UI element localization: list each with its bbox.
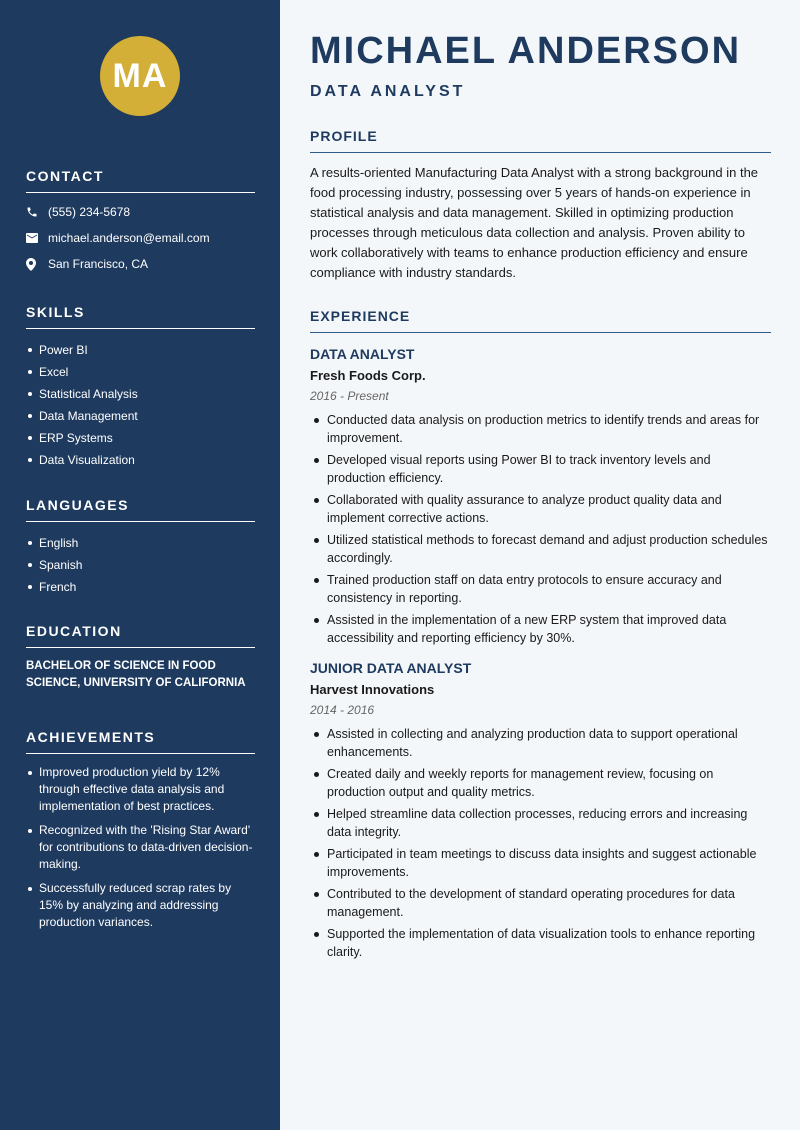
achievement-item: Improved production yield by 12% through effective data analysis and implementation of best practices.	[26, 764, 255, 815]
achievements-heading: ACHIEVEMENTS	[26, 729, 255, 754]
duty-item: Conducted data analysis on production metrics to identify trends and areas for improvement.	[310, 411, 771, 447]
duty-item: Participated in team meetings to discuss data insights and suggest actionable improvements.	[310, 845, 771, 881]
duty-item: Collaborated with quality assurance to analyze product quality data and implement corrective actions.	[310, 491, 771, 527]
duty-item: Utilized statistical methods to forecast demand and adjust production schedules accordingly.	[310, 531, 771, 567]
skill-item: ERP Systems	[26, 427, 255, 449]
contact-heading: CONTACT	[26, 168, 255, 193]
contact-email	[26, 225, 255, 251]
languages-heading: LANGUAGES	[26, 497, 255, 522]
company-name: Harvest Innovations	[310, 682, 435, 697]
job-dates: 2016 - Present	[310, 389, 389, 403]
profile-text: A results-oriented Manufacturing Data Analyst with a strong background in the food processing industry, possessing over 5 years of hands-on experience in statistical analysis and data management. Skilled in optimizing production processes through meticulous data collection and analysis. Proven ability to work collaboratively with teams to enhance production efficiency and ensure compliance with industry standards.	[310, 165, 759, 280]
duty-item: Assisted in the implementation of a new ERP system that improved data accessibility and reporting efficiency by 30%.	[310, 611, 771, 647]
achievements-section	[26, 729, 255, 938]
language-item: English	[26, 532, 255, 554]
contact-location-text: San Francisco, CA	[48, 257, 149, 271]
job-entry	[310, 346, 771, 647]
candidate-name: MICHAEL ANDERSON	[310, 30, 742, 72]
skill-item: Power BI	[26, 339, 255, 361]
profile-heading: PROFILE	[310, 128, 771, 153]
job-title-header: DATA ANALYST	[310, 83, 466, 100]
skills-section	[26, 304, 255, 471]
experience-section	[310, 308, 771, 965]
achievements-list	[26, 764, 255, 931]
job-duties	[310, 725, 771, 961]
skills-heading: SKILLS	[26, 304, 255, 329]
education-heading: EDUCATION	[26, 623, 255, 648]
achievement-item: Recognized with the 'Rising Star Award' for contributions to data-driven decision-making.	[26, 822, 255, 873]
avatar	[100, 36, 180, 116]
duty-item: Supported the implementation of data visualization tools to enhance reporting clarity.	[310, 925, 771, 961]
duty-item: Helped streamline data collection processes, reducing errors and increasing data integrity.	[310, 805, 771, 841]
skill-item: Excel	[26, 361, 255, 383]
duty-item: Contributed to the development of standard operating procedures for data management.	[310, 885, 771, 921]
job-title: JUNIOR DATA ANALYST	[310, 660, 472, 676]
duty-item: Trained production staff on data entry protocols to ensure accuracy and consistency in reporting.	[310, 571, 771, 607]
contact-section	[26, 168, 255, 277]
education-degree: BACHELOR OF SCIENCE IN FOOD SCIENCE, UNIVERSITY OF CALIFORNIA	[26, 660, 246, 689]
company-name: Fresh Foods Corp.	[310, 368, 426, 383]
avatar-initials: MA	[112, 56, 168, 95]
languages-section	[26, 497, 255, 598]
job-duties	[310, 411, 771, 647]
job-entry	[310, 660, 771, 961]
achievement-item: Successfully reduced scrap rates by 15% by analyzing and addressing production variances.	[26, 880, 255, 931]
duty-item: Assisted in collecting and analyzing production data to support operational enhancements.	[310, 725, 771, 761]
experience-heading: EXPERIENCE	[310, 308, 771, 333]
education-section	[26, 623, 255, 692]
contact-location	[26, 251, 255, 277]
language-item: Spanish	[26, 554, 255, 576]
contact-phone-text: (555) 234-5678	[48, 205, 131, 219]
duty-item: Developed visual reports using Power BI to track inventory levels and production efficiency.	[310, 451, 771, 487]
location-pin-icon	[26, 258, 48, 271]
language-item: French	[26, 576, 255, 598]
sidebar	[0, 0, 280, 1130]
contact-phone	[26, 199, 255, 225]
skill-item: Statistical Analysis	[26, 383, 255, 405]
email-icon	[26, 233, 48, 243]
job-title: DATA ANALYST	[310, 346, 415, 362]
skill-item: Data Visualization	[26, 449, 255, 471]
skill-item: Data Management	[26, 405, 255, 427]
profile-section	[310, 128, 771, 283]
skills-list	[26, 339, 255, 471]
languages-list	[26, 532, 255, 598]
contact-email-text[interactable]: michael.anderson@email.com	[48, 231, 210, 245]
job-dates: 2014 - 2016	[310, 703, 375, 717]
duty-item: Created daily and weekly reports for management review, focusing on production output and quality metrics.	[310, 765, 771, 801]
phone-icon	[26, 206, 48, 218]
